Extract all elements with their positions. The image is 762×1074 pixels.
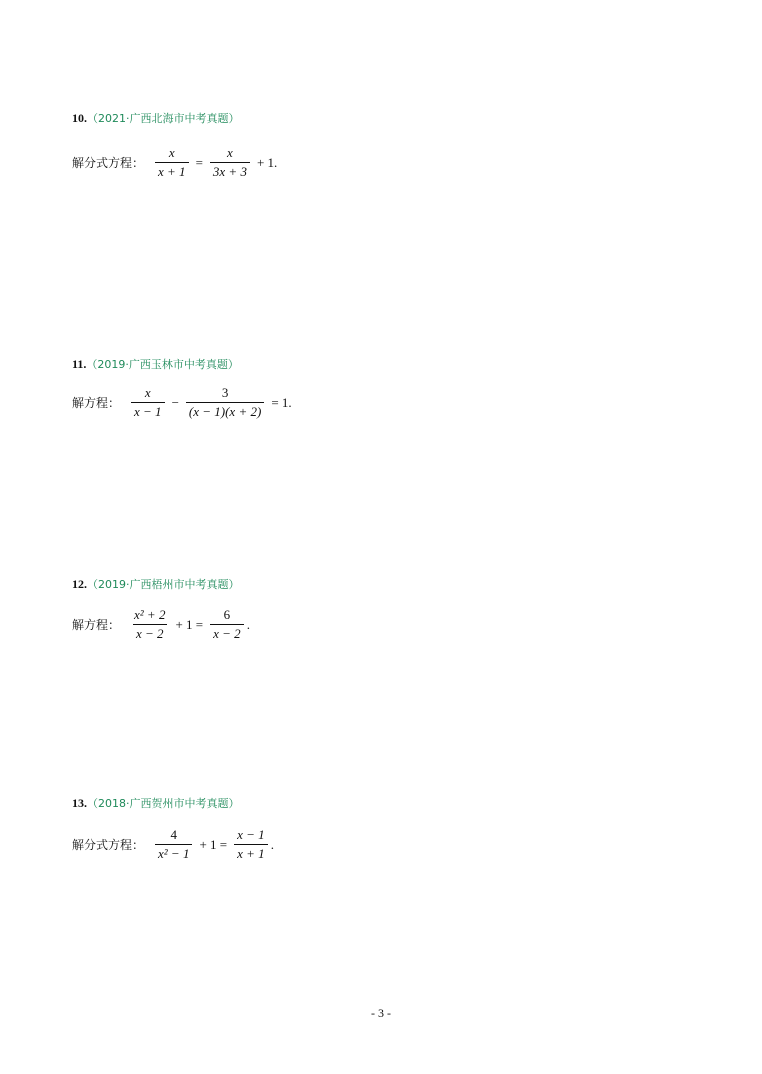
page-number: - 3 - (371, 1006, 391, 1020)
problem-number: 12. (72, 577, 87, 591)
equation-tail: . (270, 836, 274, 852)
problem-12 (72, 576, 250, 642)
problem-stem (72, 828, 274, 862)
numerator: 6 (223, 607, 231, 622)
problem-source: （2019·广西梧州市中考真题） (87, 578, 240, 591)
equation (128, 608, 250, 642)
operator: + 1 = (199, 836, 228, 852)
problem-number: 13. (72, 796, 87, 810)
problem-source: （2018·广西贺州市中考真题） (87, 797, 240, 810)
operator: + 1 = (175, 616, 204, 632)
problem-instruction: 解方程： (72, 396, 121, 411)
equation (128, 386, 296, 420)
problem-number: 10. (72, 111, 87, 125)
numerator: 3 (221, 385, 229, 400)
problem-instruction: 解分式方程： (72, 156, 145, 171)
problem-stem (72, 146, 281, 180)
problem-10 (72, 110, 278, 180)
denominator: x − 2 (135, 626, 164, 642)
equation-tail: = 1. (271, 394, 292, 410)
numerator: x (144, 385, 151, 400)
numerator: x (168, 145, 175, 160)
numerator: x − 1 (237, 827, 265, 842)
problem-header (72, 576, 240, 592)
denominator: (x − 1)(x + 2) (188, 404, 262, 420)
problem-header (72, 356, 239, 372)
problem-stem (72, 386, 296, 420)
problem-source: （2019·广西玉林市中考真题） (86, 358, 239, 371)
numerator: x² + 2 (134, 607, 166, 622)
denominator: x − 2 (213, 626, 241, 642)
problem-stem (72, 608, 250, 642)
denominator: x + 1 (237, 846, 265, 862)
equation-tail: . (246, 616, 250, 632)
fraction (186, 386, 264, 420)
fraction (155, 146, 189, 180)
denominator: 3x + 3 (212, 164, 247, 180)
numerator: x (227, 145, 233, 160)
problem-source: （2021·广西北海市中考真题） (87, 112, 240, 125)
problem-header (72, 795, 240, 811)
problem-header (72, 110, 240, 126)
fraction (210, 146, 250, 180)
operator: − (171, 394, 179, 410)
problem-number: 11. (72, 357, 87, 371)
operator: = (195, 154, 203, 170)
problem-instruction: 解分式方程： (72, 838, 145, 853)
numerator: 4 (170, 827, 177, 842)
fraction (131, 608, 168, 642)
equation (152, 828, 274, 862)
problem-instruction: 解方程： (72, 618, 121, 633)
problem-13 (72, 795, 274, 862)
denominator: x + 1 (158, 164, 186, 180)
problem-11 (72, 356, 292, 420)
fraction (210, 608, 244, 642)
equation-tail: + 1. (256, 154, 278, 170)
fraction (234, 828, 268, 862)
fraction (155, 828, 192, 862)
fraction (131, 386, 165, 420)
equation (152, 146, 281, 180)
denominator: x² − 1 (158, 846, 190, 862)
denominator: x − 1 (134, 404, 162, 420)
